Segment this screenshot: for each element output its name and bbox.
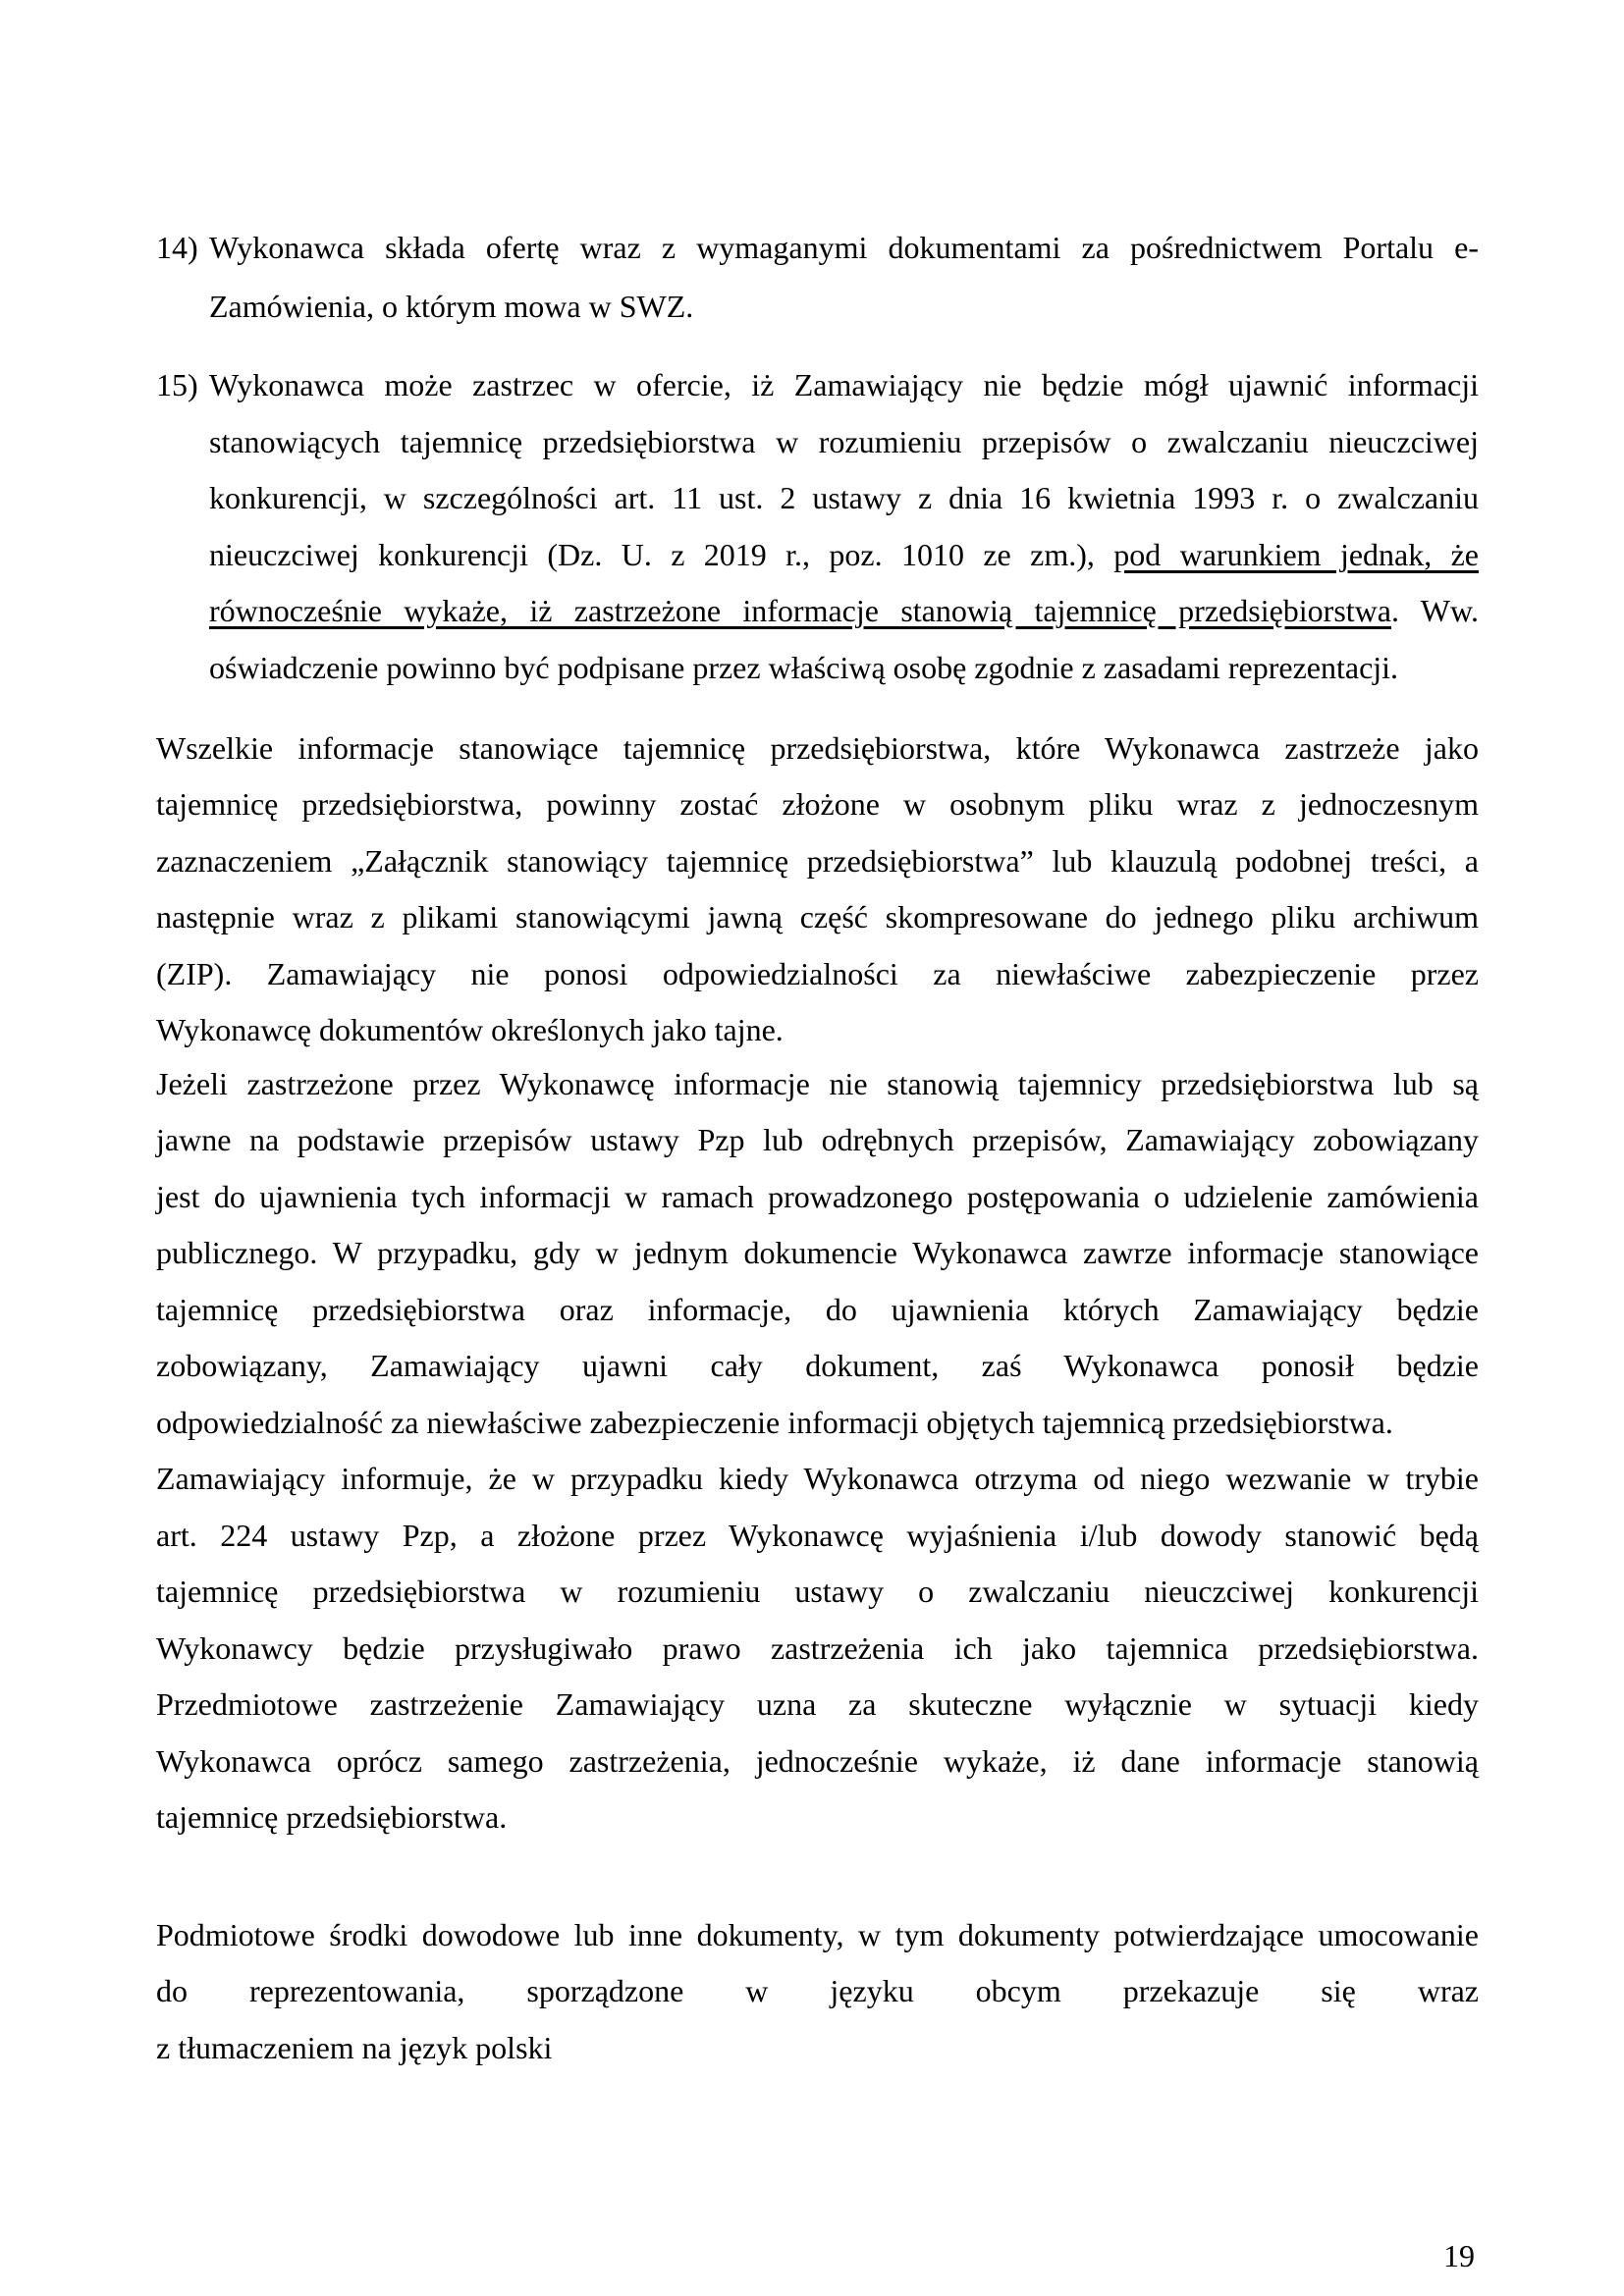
text-line: (ZIP). Zamawiający nie ponosi odpowiedzialności za niewłaściwe zabezpieczenie przez — [156, 956, 1479, 991]
text-line: tajemnicę przedsiębiorstwa oraz informacje, do ujawnienia których Zamawiający będzie — [156, 1292, 1479, 1327]
text-line: Podmiotowe środki dowodowe lub inne dokumenty, w tym dokumenty potwierdzające umocowanie — [156, 1917, 1479, 1952]
text-line: art. 224 ustawy Pzp, a złożone przez Wykonawcę wyjaśnienia i/lub dowody stanowić będą — [156, 1518, 1479, 1553]
text-line: zobowiązany, Zamawiający ujawni cały dokument, zaś Wykonawca ponosił będzie — [156, 1348, 1479, 1383]
text-line: równocześnie wykaże, iż zastrzeżone informacje stanowią tajemnicę przedsiębiorstwa. Ww. — [209, 593, 1480, 628]
text-line: tajemnicę przedsiębiorstwa. — [156, 1799, 508, 1835]
text-line: odpowiedzialność za niewłaściwe zabezpieczenie informacji objętych tajemnicą przedsiębiorstwa. — [156, 1405, 1393, 1440]
text-line: tajemnicę przedsiębiorstwa w rozumieniu ustawy o zwalczaniu nieuczciwej konkurencji — [156, 1574, 1479, 1609]
text-line: oświadczenie powinno być podpisane przez właściwą osobę zgodnie z zasadami reprezentacji. — [209, 650, 1399, 685]
text-line: nieuczciwej konkurencji (Dz. U. z 2019 r., poz. 1010 ze zm.), pod warunkiem jednak, że — [209, 537, 1480, 572]
text-line: Wykonawca oprócz samego zastrzeżenia, jednocześnie wykaże, iż dane informacje stanowią — [156, 1743, 1479, 1779]
text-line: Zamawiający informuje, że w przypadku kiedy Wykonawca otrzyma od niego wezwanie w trybie — [156, 1461, 1479, 1496]
text-line: jest do ujawnienia tych informacji w ramach prowadzonego postępowania o udzielenie zamówienia — [156, 1179, 1479, 1214]
text-line: Wykonawca składa ofertę wraz z wymaganymi dokumentami za pośrednictwem Portalu e- — [209, 230, 1479, 265]
text-line: Wykonawcy będzie przysługiwało prawo zastrzeżenia ich jako tajemnica przedsiębiorstwa. — [156, 1630, 1479, 1666]
page-number: 19 — [1443, 2238, 1475, 2273]
underlined-text: równocześnie wykaże, iż zastrzeżone informacje stanowią tajemnicę przedsiębiorstwa — [209, 593, 1391, 628]
text-line: zaznaczeniem „Załącznik stanowiący tajemnicę przedsiębiorstwa” lub klauzulą podobnej treści, a — [156, 843, 1479, 879]
text-line: Wykonawcę dokumentów określonych jako tajne. — [156, 1012, 784, 1047]
text-line: Jeżeli zastrzeżone przez Wykonawcę informacje nie stanowią tajemnicy przedsiębiorstwa lub są — [156, 1066, 1479, 1101]
text-line: publicznego. W przypadku, gdy w jednym dokumencie Wykonawca zawrze informacje stanowiące — [156, 1235, 1479, 1270]
text-line: Wszelkie informacje stanowiące tajemnicę przedsiębiorstwa, które Wykonawca zastrzeże jako — [156, 730, 1479, 766]
text-line: jawne na podstawie przepisów ustawy Pzp lub odrębnych przepisów, Zamawiający zobowiązany — [156, 1122, 1479, 1157]
text-line: stanowiących tajemnicę przedsiębiorstwa w rozumieniu przepisów o zwalczaniu nieuczciwej — [209, 424, 1479, 459]
text-line: tajemnicę przedsiębiorstwa, powinny zostać złożone w osobnym pliku wraz z jednoczesnym — [156, 786, 1479, 822]
text-line: konkurencji, w szczególności art. 11 ust. 2 ustawy z dnia 16 kwietnia 1993 r. o zwalczaniu — [209, 480, 1479, 515]
underlined-text: pod warunkiem jednak, że — [1113, 537, 1480, 572]
text-line: Wykonawca może zastrzec w ofercie, iż Zamawiający nie będzie mógł ujawnić informacji — [209, 367, 1479, 402]
text-line: Zamówienia, o którym mowa w SWZ. — [209, 289, 694, 324]
text-line: z tłumaczeniem na język polski — [156, 2030, 553, 2065]
text-line: do reprezentowania, sporządzone w języku obcym przekazuje się wraz — [156, 1973, 1479, 2008]
text-line: Przedmiotowe zastrzeżenie Zamawiający uzna za skuteczne wyłącznie w sytuacji kiedy — [156, 1686, 1479, 1722]
text-line: następnie wraz z plikami stanowiącymi jawną część skompresowane do jednego pliku archiwum — [156, 899, 1479, 934]
list-item-number: 14) — [156, 230, 198, 265]
list-item-number: 15) — [156, 367, 198, 402]
